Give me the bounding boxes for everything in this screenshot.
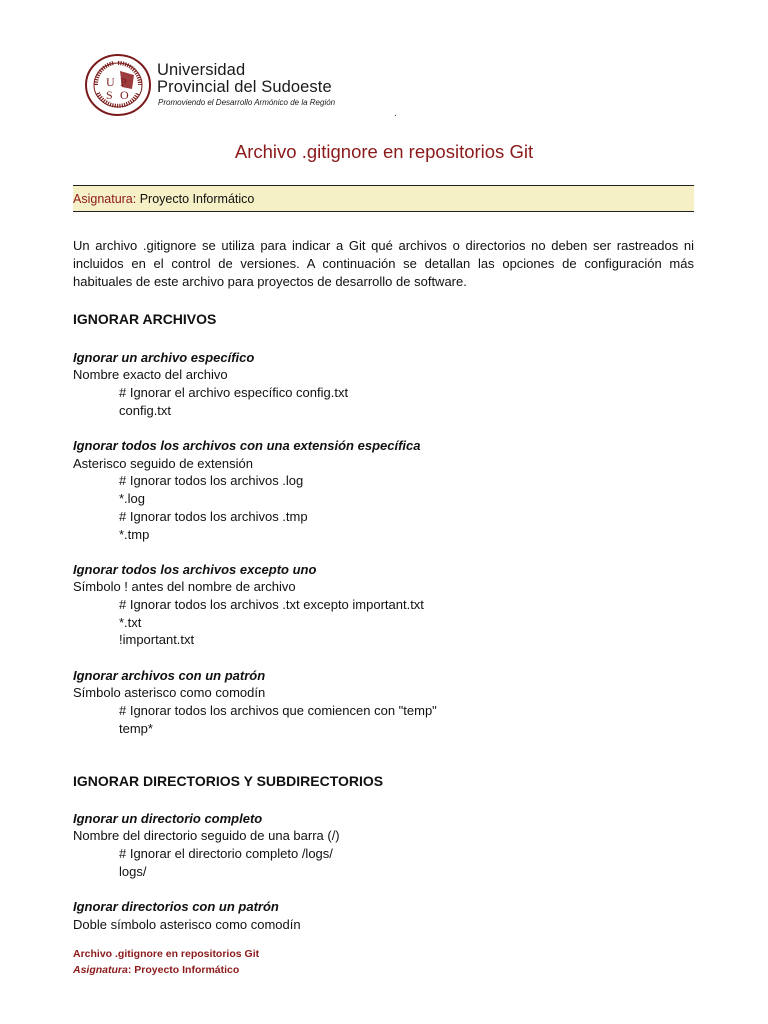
svg-text:S: S (106, 88, 113, 102)
svg-text:U: U (106, 75, 115, 89)
intro-paragraph: Un archivo .gitignore se utiliza para indicar a Git qué archivos o directorios no deben ser rastreados ni incluidos en el control de versiones. A continuación se detallan las opciones de configuración más habituales de este archivo para proyectos de desarrollo de software. (73, 238, 694, 289)
footer-subject: Asignatura: Proyecto Informático (73, 964, 240, 976)
svg-text:O: O (120, 88, 129, 102)
stray-dot: . (394, 108, 397, 119)
subsection-desc: Doble símbolo asterisco como comodín (73, 917, 301, 932)
subsection-title: Ignorar todos los archivos con una extensión específica (73, 438, 421, 453)
subsection-desc: Asterisco seguido de extensión (73, 456, 253, 471)
subject-value: Proyecto Informático (139, 192, 255, 206)
code-line: # Ignorar todos los archivos .txt excepto important.txt (119, 597, 424, 612)
code-line: config.txt (119, 403, 172, 418)
code-line: # Ignorar todos los archivos .log (119, 473, 304, 488)
university-seal-logo (84, 53, 152, 117)
subsection-desc: Símbolo ! antes del nombre de archivo (73, 579, 296, 594)
code-line: temp* (119, 721, 153, 736)
subsection-title: Ignorar directorios con un patrón (73, 899, 279, 914)
code-line: # Ignorar todos los archivos que comiencen con "temp" (119, 703, 437, 718)
code-line: *.tmp (119, 527, 150, 542)
footer-title: Archivo .gitignore en repositorios Git (73, 948, 260, 960)
subject-label: Asignatura: (73, 192, 137, 206)
subsection-title: Ignorar un directorio completo (73, 811, 263, 826)
subsection-desc: Símbolo asterisco como comodín (73, 685, 266, 700)
section-heading-files: IGNORAR ARCHIVOS (73, 311, 217, 327)
svg-text:P: P (120, 75, 127, 89)
section-heading-dirs: IGNORAR DIRECTORIOS Y SUBDIRECTORIOS (73, 773, 384, 789)
subsection-desc: Nombre del directorio seguido de una barra (/) (73, 828, 340, 843)
subsection-title: Ignorar todos los archivos excepto uno (73, 562, 317, 577)
code-line: # Ignorar el directorio completo /logs/ (119, 846, 333, 861)
subsection-title: Ignorar archivos con un patrón (73, 668, 266, 683)
subject-bar (73, 185, 694, 212)
university-name: Universidad Provincial del Sudoeste (157, 61, 332, 96)
document-title: Archivo .gitignore en repositorios Git (234, 141, 534, 162)
university-motto: Promoviendo el Desarrollo Armónico de la Región (158, 98, 336, 107)
subsection-desc: Nombre exacto del archivo (73, 367, 228, 382)
code-line: logs/ (119, 864, 147, 879)
code-line: # Ignorar todos los archivos .tmp (119, 509, 308, 524)
code-line: *.txt (119, 615, 142, 630)
code-line: *.log (119, 491, 146, 506)
code-line: # Ignorar el archivo específico config.txt (119, 385, 349, 400)
subsection-title: Ignorar un archivo específico (73, 350, 255, 365)
code-line: !important.txt (119, 632, 195, 647)
